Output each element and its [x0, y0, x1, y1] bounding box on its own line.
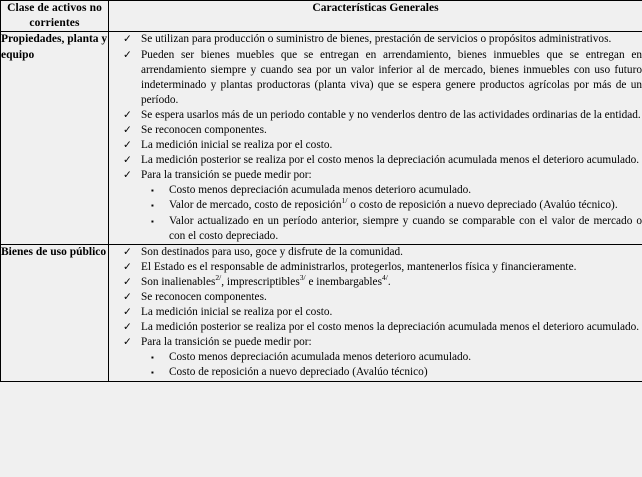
footnote-marker: 2/ [215, 273, 222, 283]
list-item [109, 245, 642, 260]
list-item-text: Se utilizan para producción o suministro de bienes, prestación de servicios o propósitos administrativos. [141, 33, 612, 46]
list-item-text-mid: , imprescriptibles [221, 275, 300, 288]
check-icon: ✓ [123, 261, 132, 273]
sublist-item [141, 214, 642, 244]
check-icon: ✓ [123, 140, 132, 152]
list-item [109, 290, 642, 305]
sublist [141, 350, 642, 380]
list-item-text: La medición posterior se realiza por el costo menos la depreciación acumulada menos el deterioro acumulado. [141, 154, 640, 167]
check-icon: ✓ [123, 307, 132, 319]
asset-class-label: Propiedades, planta y equipo [1, 32, 109, 244]
list-item [109, 108, 642, 123]
check-icon: ✓ [123, 292, 132, 303]
sublist-item [141, 198, 642, 213]
list-item [109, 48, 642, 108]
sublist-item-text: Valor actualizado en un período anterior, siempre y cuando se comparable con el valor de mercado o con el costo depreciado. [169, 214, 642, 242]
check-icon: ✓ [123, 155, 132, 167]
sublist-item-text-after: o costo de reposición a nuevo depreciado (Avalúo técnico). [347, 199, 618, 212]
check-icon: ✓ [123, 34, 132, 46]
list-item-text: El Estado es el responsable de administrarlos, protegerlos, mantenerlos física y financieramente. [141, 260, 577, 273]
sublist-item [141, 365, 642, 380]
list-item [109, 123, 642, 138]
list-item-text-after: . [387, 275, 391, 288]
list-item [109, 168, 642, 243]
check-icon: ✓ [123, 170, 132, 182]
square-bullet-icon: ▪ [151, 368, 154, 378]
checklist [109, 32, 642, 243]
column-header-general-characteristics: Características Generales [109, 1, 642, 32]
characteristics-cell [109, 32, 642, 244]
check-icon: ✓ [123, 337, 132, 349]
list-item [109, 320, 642, 335]
footnote-marker: 4/ [381, 273, 388, 283]
check-icon: ✓ [123, 246, 132, 258]
list-item-text: Pueden ser bienes muebles que se entregan en arrendamiento, bienes inmuebles que se entregan en arrendamiento siempre y cuando sea por un valor inferior al de mercado, bienes inmuebles con uso futuro indeterminado y plantas productoras (planta viva) que se espera genere productos agrícolas por más de un período. [141, 48, 642, 106]
list-item-text: La medición inicial se realiza por el costo. [141, 306, 333, 319]
sublist-item-text: Costo menos depreciación acumulada menos deterioro acumulado. [169, 184, 472, 197]
list-item-text: Son destinados para uso, goce y disfrute de la comunidad. [141, 245, 403, 258]
list-item-text: La medición posterior se realiza por el costo menos la depreciación acumulada menos el deterioro acumulado. [141, 321, 640, 334]
table-row [1, 244, 642, 381]
list-item-text: Se reconocen componentes. [141, 123, 267, 136]
sublist-item [141, 183, 642, 198]
list-item [109, 260, 642, 275]
list-item-text: Se espera usarlos más de un periodo contable y no venderlos dentro de las actividades ordinarias de la entidad. [141, 108, 641, 121]
sublist-item-text: Costo de reposición a nuevo depreciado (Avalúo técnico) [169, 366, 428, 379]
sublist-item-text-before: Valor de mercado, costo de reposición [169, 199, 342, 212]
table-header [1, 1, 642, 32]
list-item-text: Se reconocen componentes. [141, 291, 267, 303]
list-item [109, 153, 642, 168]
footnote-marker: 1/ [341, 196, 348, 206]
check-icon: ✓ [123, 276, 132, 288]
list-item-text: La medición inicial se realiza por el costo. [141, 139, 333, 152]
asset-class-label: Bienes de uso público [1, 244, 109, 381]
list-item-text: Para la transición se puede medir por: [141, 169, 312, 182]
square-bullet-icon: ▪ [151, 186, 154, 196]
checklist [109, 245, 642, 381]
sublist-item [141, 350, 642, 365]
list-item [109, 138, 642, 153]
square-bullet-icon: ▪ [151, 201, 154, 211]
list-item-text: Para la transición se puede medir por: [141, 336, 312, 349]
check-icon: ✓ [123, 124, 132, 136]
sublist-item-text: Costo menos depreciación acumulada menos deterioro acumulado. [169, 351, 472, 364]
sublist [141, 183, 642, 243]
check-icon: ✓ [123, 49, 132, 61]
table-row [1, 32, 642, 244]
list-item [109, 305, 642, 320]
list-item-text-before: Son inalienables [141, 275, 216, 288]
table-header-row [1, 1, 642, 32]
list-item [109, 32, 642, 47]
check-icon: ✓ [123, 109, 132, 121]
list-item [109, 335, 642, 380]
list-item [109, 275, 642, 290]
table-body [1, 32, 642, 381]
check-icon: ✓ [123, 322, 132, 334]
characteristics-cell [109, 244, 642, 381]
column-header-asset-class: Clase de activos no corrientes [1, 1, 109, 32]
square-bullet-icon: ▪ [151, 216, 154, 226]
footnote-marker: 3/ [299, 273, 306, 283]
list-item-text-mid2: e inembargables [305, 275, 382, 288]
square-bullet-icon: ▪ [151, 353, 154, 363]
